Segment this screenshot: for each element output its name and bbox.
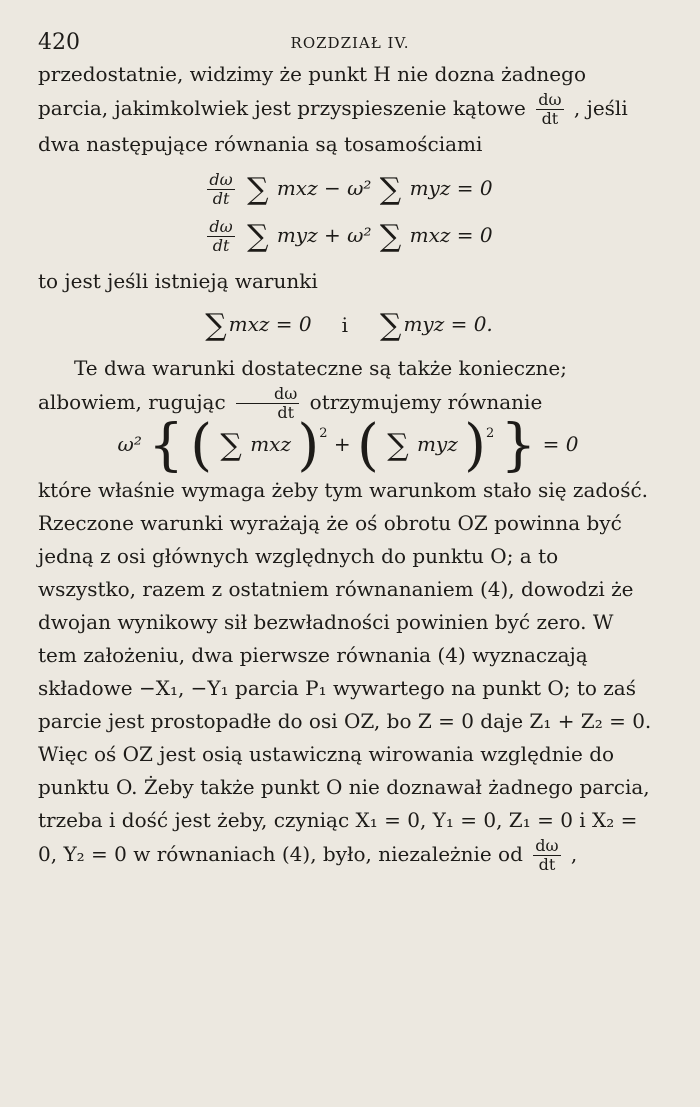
paragraph-3 bbox=[38, 352, 658, 422]
p3-fraction bbox=[236, 385, 299, 422]
sum-sign: ∑ bbox=[205, 308, 227, 343]
p4-fraction bbox=[533, 837, 560, 874]
sum-sign: ∑ bbox=[387, 428, 409, 463]
page-header bbox=[38, 30, 662, 60]
eq2-fraction bbox=[207, 218, 234, 255]
eq4-lpar-2: ( bbox=[356, 413, 379, 478]
paragraph-2: to jest jeśli istnieją warunki bbox=[38, 269, 318, 293]
paragraph-1-text-a: przedostatnie, widzimy że punkt H nie dozna żadnego parcia, jakimkolwiek jest przyspieszenie kątowe bbox=[38, 62, 586, 120]
paragraph-1-text-b: , jeśli dwa następujące równania są tosamościami bbox=[38, 96, 628, 156]
eq3-right bbox=[378, 308, 493, 342]
p4-fraction-denominator: dt bbox=[538, 855, 556, 874]
eq3-conjunction: i bbox=[341, 312, 349, 337]
eq3-left bbox=[203, 308, 311, 342]
eq1-rhs: = 0 bbox=[456, 176, 493, 200]
eq1-middle: − ω² bbox=[323, 176, 372, 200]
body-text bbox=[38, 58, 658, 874]
paragraph-3-text-b: otrzymujemy równanie bbox=[309, 390, 543, 414]
eq3-left-text: mxz = 0 bbox=[228, 312, 312, 336]
eq1-fraction-denominator: dt bbox=[212, 189, 230, 208]
eq2-fraction-numerator: dω bbox=[209, 217, 233, 236]
eq4-omega: ω² bbox=[117, 432, 142, 456]
eq1-term-2: myz bbox=[409, 176, 451, 200]
sum-sign: ∑ bbox=[379, 172, 402, 207]
eq4-close-brace: } bbox=[500, 413, 537, 478]
eq4-square-2: 2 bbox=[486, 426, 495, 441]
eq2-rhs: = 0 bbox=[456, 223, 493, 247]
eq4-plus: + bbox=[333, 432, 351, 456]
page-number: 420 bbox=[38, 30, 80, 55]
sum-sign: ∑ bbox=[220, 428, 242, 463]
paragraph-4-text-b: , bbox=[570, 842, 578, 866]
equation-4 bbox=[38, 413, 658, 478]
fraction-numerator: dω bbox=[538, 90, 562, 109]
eq4-open-brace: { bbox=[148, 413, 184, 478]
sum-sign: ∑ bbox=[247, 219, 269, 254]
sum-sign: ∑ bbox=[379, 219, 402, 254]
fraction-dw-dt bbox=[536, 91, 563, 128]
eq3-right-text: myz = 0. bbox=[403, 312, 493, 336]
p3-fraction-numerator: dω bbox=[236, 385, 299, 404]
p3-fraction-denominator: dt bbox=[277, 403, 294, 422]
eq1-term-1: mxz bbox=[276, 176, 318, 200]
paragraph-3-text-a: Te dwa warunki dostateczne są także konieczne; albowiem, rugując bbox=[38, 356, 567, 414]
eq1-fraction bbox=[207, 171, 234, 208]
paragraph-4 bbox=[38, 474, 658, 874]
eq4-rhs: = 0 bbox=[542, 432, 579, 456]
eq1-fraction-numerator: dω bbox=[209, 170, 233, 189]
paragraph-4-text-a: które właśnie wymaga żeby tym warunkom stało się zadość. Rzeczone warunki wyrażają że oś obrotu OZ powinna być jedną z osi głównych względnych do punktu O; a to wszystko, razem z ostatniem równananiem (4), dowodzi że dwojan wynikowy sił bezwładności powinien być zero. W tem założeniu, dwa pierwsze równania (4) wyznaczają składowe −X₁, −Y₁ parcia P₁ wywartego na punkt O; to zaś parcie jest prostopadłe do osi OZ, bo Z = 0 daje Z₁ + Z₂ = 0. Więc oś OZ jest osią ustawiczną wirowania względnie do punktu O. Żeby także punkt O nie doznawał żadnego parcia, trzeba i dość jest żeby, czyniąc X₁ = 0, Y₁ = 0, Z₁ = 0 i X₂ = 0, Y₂ = 0 w równaniach (4), było, niezależnie od bbox=[38, 478, 652, 866]
eq2-term-1: myz bbox=[276, 223, 318, 247]
equation-2 bbox=[38, 218, 658, 255]
p4-fraction-numerator: dω bbox=[535, 836, 559, 855]
eq4-term-2: myz bbox=[416, 432, 458, 456]
eq4-square-1: 2 bbox=[319, 426, 328, 441]
eq4-rpar-2: ) bbox=[464, 413, 486, 478]
sum-sign: ∑ bbox=[247, 172, 269, 207]
eq4-term-1: mxz bbox=[250, 432, 291, 456]
paragraph-1 bbox=[38, 58, 658, 161]
sum-sign: ∑ bbox=[380, 308, 402, 343]
eq2-middle: + ω² bbox=[324, 223, 372, 247]
equation-1 bbox=[38, 171, 658, 208]
equation-3 bbox=[38, 308, 658, 342]
eq4-rpar-1: ) bbox=[297, 413, 320, 478]
eq2-fraction-denominator: dt bbox=[212, 236, 230, 255]
fraction-denominator: dt bbox=[541, 109, 559, 128]
eq2-term-2: mxz bbox=[409, 223, 451, 247]
running-title: ROZDZIAŁ IV. bbox=[290, 34, 410, 52]
eq4-lpar-1: ( bbox=[190, 413, 213, 478]
